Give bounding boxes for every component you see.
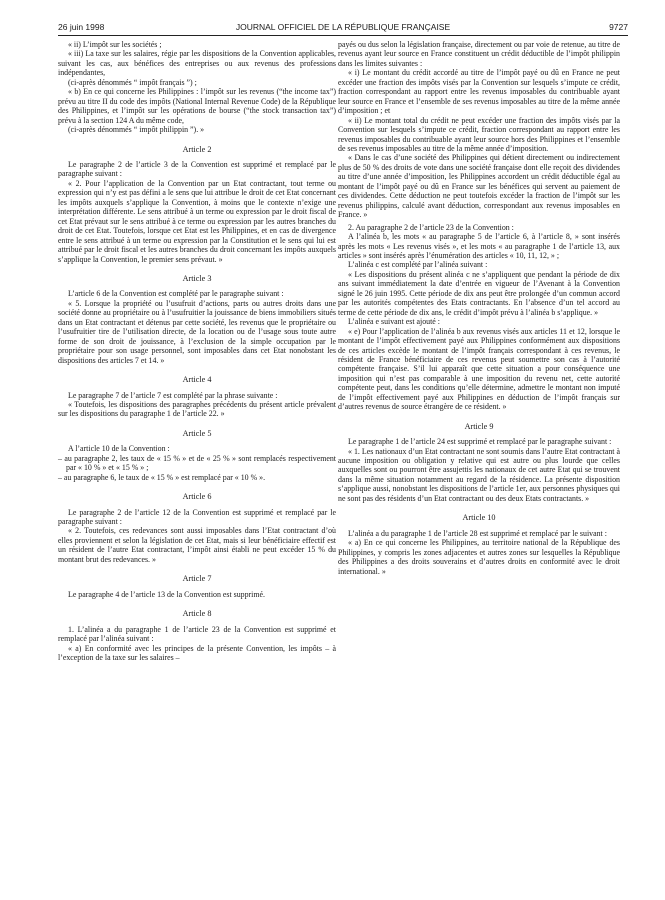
header-date: 26 juin 1998 (58, 22, 105, 32)
article-heading: Article 4 (182, 375, 212, 385)
paragraph: Le paragraphe 2 de l’article 12 de la Convention est supprimé et remplacé par le paragraphe suivant : (58, 507, 336, 527)
paragraph: « i) Le montant du crédit accordé au titre de l’impôt payé ou dû en France ne peut excéder une fraction des impôts visés par la Convention sur lesquels s’impute ce crédit, fraction correspondant au rapport entre les revenus imposables du contribuable ayant leur source en France et l’ensemble de ses revenus imposables au titre de la même année d’imposition ; et (338, 68, 620, 116)
paragraph: « Dans le cas d’une société des Philippines qui détient directement ou indirectement plus de 50 % des droits de vote dans une société française dont elle reçoit des dividendes au titre d’une année d’imposition, les Philippines accordent un crédit déductible égal au montant de l’impôt payé ou dû en France sur les bénéfices qui servent au paiement de ces dividendes. Cette déduction ne peut toutefois excéder la fraction de l’impôt sur les revenus philippins, calculé avant déduction, correspondant aux revenus imposables en France. » (338, 153, 620, 220)
left-column (58, 40, 336, 662)
paragraph: L’alinéa e suivant est ajouté : (348, 317, 440, 327)
paragraph: Le paragraphe 7 de l’article 7 est complété par la phrase suivante : (68, 390, 278, 400)
paragraph: L’alinéa c est complété par l’alinéa suivant : (348, 260, 488, 270)
article-heading: Article 2 (182, 144, 212, 154)
page-header (58, 22, 628, 36)
paragraph: « 2. Pour l’application de la Convention par un Etat contractant, tout terme ou expression qui n’y est pas défini a le sens que lui attribue le droit de cet Etat concernant les impôts auxquels s’applique la Convention, à moins que le contexte n’exige une interprétation différente. Le sens attribué à un terme ou expression par le droit fiscal de cet Etat prévaut sur le sens attribué à ce terme ou expression par les autres branches du droit de cet Etat. Toutefois, lorsque cet Etat est les Philippines, et en cas de divergence entre le sens attribué à un terme ou expression par la Constitution et le sens qui lui est attribué par le droit fiscal et les autres branches du droit concernant les impôts auxquels s’applique la Convention, le premier sens prévaut. » (58, 178, 336, 264)
paragraph: « Les dispositions du présent alinéa c ne s’appliquent que pendant la période de dix ans suivant immédiatement la date d’entrée en vigueur de l’Avenant à la Convention signé le 26 juin 1995. Cette période de dix ans peut être prolongée d’un commun accord par les autorités compétentes des Etats contractants. En l’absence d’un tel accord au terme de cette période de dix ans, le crédit d’impôt prévu à l’alinéa b s’applique. » (338, 269, 620, 317)
header-page-number: 9727 (609, 22, 628, 32)
article-heading: Article 7 (182, 574, 212, 584)
paragraph: « Toutefois, les dispositions des paragraphes précédents du présent article prévalent sur les dispositions du paragraphe 1 de l’article 22. » (58, 399, 336, 419)
paragraph: « 5. Lorsque la propriété ou l’usufruit d’actions, parts ou autres droits dans une société donne au propriétaire ou à l’usufruitier la jouissance de biens immobiliers situés dans un Etat contractant et détenus par cette société, les revenus que le propriétaire ou l’usufruitier tire de l’utilisation directe, de la location ou de l’usage sous toute autre forme de son droit de jouissance, à l’exclusion de la simple occupation par le propriétaire pour son usage personnel, sont imposables dans cet Etat nonobstant les dispositions des articles 7 et 14. » (58, 298, 336, 365)
paragraph: (ci-après dénommés “ impôt français ”) ; (68, 77, 197, 87)
paragraph: A l’alinéa b, les mots « au paragraphe 5 de l’article 6, à l’article 8, » sont insérés après les mots « Les revenus visés », et les mots « au paragraphe 1 de l’article 13, aux articles » sont insérés après l’énumération des articles « 10, 11, 12, » ; (338, 232, 620, 260)
header-rule (58, 35, 628, 36)
paragraph: « 1. Les nationaux d’un Etat contractant ne sont soumis dans l’autre Etat contractant à aucune imposition ou obligation y relative qui est autre ou plus lourde que celles auxquelles sont ou pourront être assujettis les nationaux de cet autre Etat qui se trouvent dans la même situation notamment au regard de la résidence. La présente disposition s’applique aussi, nonobstant les dispositions de l’article 1er, aux personnes physiques qui ne sont pas des résidents d’un Etat contractant ou des deux Etats contractants. » (338, 446, 620, 503)
paragraph: « e) Pour l’application de l’alinéa b aux revenus visés aux articles 11 et 12, lorsque le montant de l’impôt effectivement payé aux Philippines conformément aux dispositions de ces articles excède le montant de l’impôt français correspondant à ces revenus, le résident de France bénéficiaire de ces revenus peut soumettre son cas à l’autorité compétente française. S’il lui apparaît que cette situation a pour conséquence une imposition qui n’est pas comparable à une imposition du revenu net, cette autorité compétente peut, dans les conditions qu’elle détermine, admettre le montant non imputé de l’impôt effectivement payé aux Philippines en déduction de l’impôt français sur d’autres revenus de source étrangère de ce résident. » (338, 326, 620, 412)
article-heading: Article 8 (182, 609, 212, 619)
paragraph: « a) En conformité avec les principes de la présente Convention, les impôts – à l’exception de la taxe sur les salaires – (58, 643, 336, 663)
paragraph: A l’article 10 de la Convention : (68, 444, 170, 454)
article-heading: Article 9 (464, 421, 494, 431)
article-heading: Article 6 (182, 492, 212, 502)
paragraph: 2. Au paragraphe 2 de l’article 23 de la Convention : (348, 222, 514, 232)
paragraph: Le paragraphe 4 de l’article 13 de la Convention est supprimé. (68, 589, 265, 599)
paragraph: 1. L’alinéa a du paragraphe 1 de l’article 23 de la Convention est supprimé et remplacé par l’alinéa suivant : (58, 624, 336, 644)
paragraph: « ii) Le montant total du crédit ne peut excéder une fraction des impôts visés par la Convention sur lesquels s’impute ce crédit, fraction correspondant au rapport entre les revenus imposables du contribuable ayant leur source hors des Philippines et l’ensemble de ses revenus imposables au titre de la même année d’imposition. (338, 115, 620, 153)
article-heading: Article 5 (182, 428, 212, 438)
right-column (338, 40, 620, 576)
paragraph: L’alinéa a du paragraphe 1 de l’article 28 est supprimé et remplacé par le suivant : (348, 528, 607, 538)
paragraph: « a) En ce qui concerne les Philippines, au territoire national de la République des Philippines, y compris les zones adjacentes et autres zones sur lesquelles la République des Philippines a des droits souverains et d’autres droits en conformité avec le droit international. » (338, 538, 620, 576)
list-item: – au paragraphe 6, le taux de « 15 % » est remplacé par « 10 % ». (58, 472, 266, 482)
paragraph: payés ou dus selon la législation française, directement ou par voie de retenue, au titre de revenus ayant leur source en France constituent un crédit déductible de l’impôt philippin dans les limites suivantes : (338, 40, 620, 68)
list-item: – au paragraphe 2, les taux de « 15 % » et de « 25 % » sont remplacés respectivement par « 10 % » et « 15 % » ; (58, 453, 336, 473)
article-heading: Article 3 (182, 273, 212, 283)
paragraph: L’article 6 de la Convention est complété par le paragraphe suivant : (68, 289, 284, 299)
header-title: JOURNAL OFFICIEL DE LA RÉPUBLIQUE FRANÇAISE (235, 22, 451, 32)
paragraph: Le paragraphe 1 de l’article 24 est supprimé et remplacé par le paragraphe suivant : (348, 437, 612, 447)
paragraph: « b) En ce qui concerne les Philippines : l’impôt sur les revenus (“the income tax”) prévu au titre II du code des impôts (National Internal Revenue Code) de la République des Philippines, et l’impôt sur les opérations de bourse (“the stock transaction tax”) prévu à la section 124 A du même code, (58, 87, 336, 125)
article-heading: Article 10 (462, 513, 496, 523)
paragraph: Le paragraphe 2 de l’article 3 de la Convention est supprimé et remplacé par le paragraphe suivant : (58, 159, 336, 179)
paragraph: « 2. Toutefois, ces redevances sont aussi imposables dans l’Etat contractant d’où elles proviennent et selon la législation de cet Etat, mais si leur bénéficiaire effectif est un résident de l’autre Etat contractant, l’impôt ainsi établi ne peut excéder 15 % du montant brut des redevances. » (58, 526, 336, 564)
paragraph: « ii) L’impôt sur les sociétés ; (68, 40, 162, 49)
paragraph: (ci-après dénommés “ impôt philippin ”). » (68, 125, 205, 135)
paragraph: « iii) La taxe sur les salaires, régie par les dispositions de la Convention applicables, suivant les cas, aux bénéfices des entreprises ou aux revenus des professions indépendantes, (58, 49, 336, 78)
